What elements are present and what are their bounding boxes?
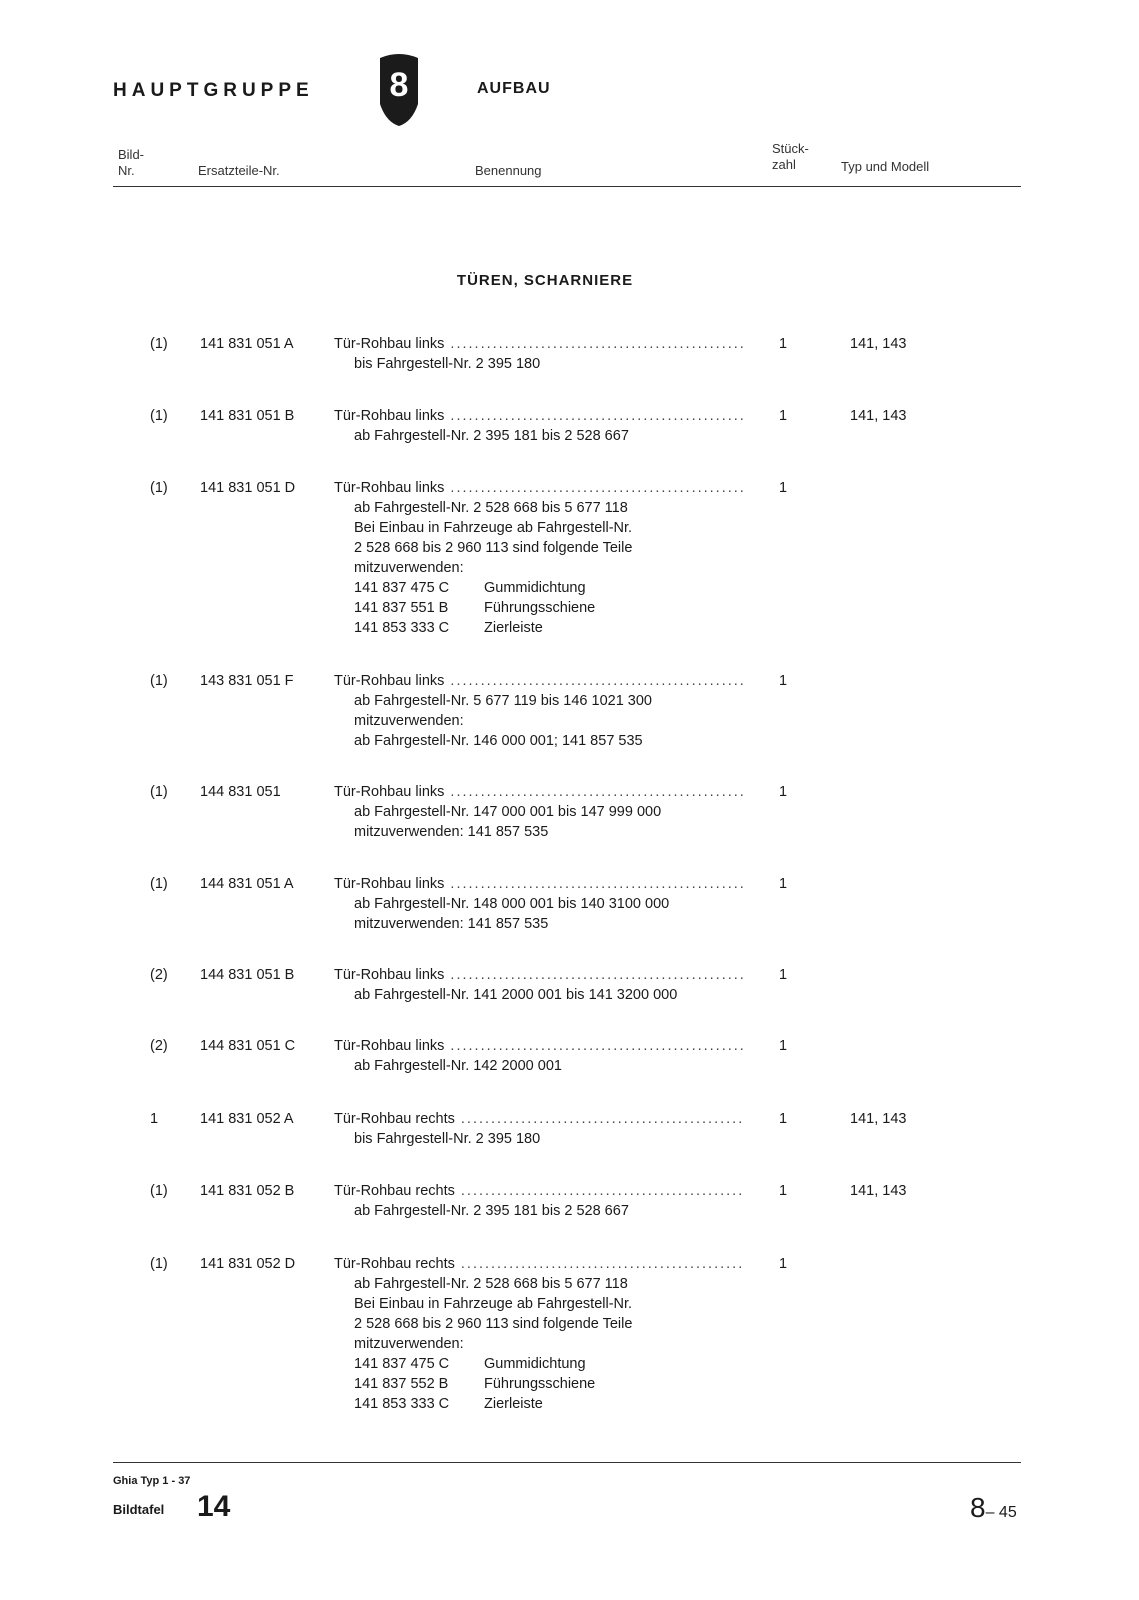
sub-part-name: Gummidichtung (484, 580, 586, 596)
description-title: Tür-Rohbau links (334, 1038, 445, 1054)
description-line: ab Fahrgestell-Nr. 147 000 001 bis 147 999 000 (354, 804, 662, 820)
description-line: ab Fahrgestell-Nr. 2 395 181 bis 2 528 667 (354, 1203, 629, 1219)
description-title: Tür-Rohbau links (334, 967, 445, 983)
sub-part-number: 141 837 552 B (354, 1376, 449, 1392)
bild-nr: (1) (150, 1183, 168, 1199)
description-title: Tür-Rohbau rechts (334, 1256, 455, 1272)
part-number: 143 831 051 F (200, 673, 294, 689)
description (334, 478, 744, 638)
type-model: 141, 143 (850, 1111, 907, 1127)
col-ersatz-header: Ersatzteile-Nr. (198, 163, 280, 178)
description-line: Bei Einbau in Fahrzeuge ab Fahrgestell-Nr. (354, 1296, 633, 1312)
col-bild-line1: Bild- (118, 147, 145, 162)
description-line: mitzuverwenden: (354, 1336, 464, 1352)
sub-part-name: Führungsschiene (484, 1376, 596, 1392)
description-title-line (334, 782, 744, 802)
sub-part-name: Führungsschiene (484, 600, 596, 616)
description-line: mitzuverwenden: (354, 713, 464, 729)
sub-part-number: 141 837 475 C (354, 1356, 450, 1372)
bild-nr: (1) (150, 480, 168, 496)
description-title-line (334, 406, 744, 426)
part-number: 141 831 052 B (200, 1183, 295, 1199)
bildtafel-number: 14 (197, 1490, 231, 1523)
col-stueck-line2: zahl (772, 157, 796, 172)
quantity: 1 (779, 1038, 788, 1054)
description (334, 334, 744, 374)
page-major: 8 (970, 1492, 986, 1523)
page-number (970, 1492, 1017, 1524)
description-title-line (334, 874, 744, 894)
description-title-line (334, 1254, 744, 1274)
description-line: 2 528 668 bis 2 960 113 sind folgende Teile (354, 1316, 633, 1332)
bild-nr: (2) (150, 967, 168, 983)
description-line: ab Fahrgestell-Nr. 141 2000 001 bis 141 3200 000 (354, 987, 678, 1003)
group-number: 8 (389, 66, 409, 104)
part-number: 141 831 051 D (200, 480, 296, 496)
quantity: 1 (779, 480, 788, 496)
footer-model: Ghia Typ 1 - 37 (113, 1475, 191, 1487)
hauptgruppe-label: HAUPTGRUPPE (113, 80, 314, 101)
description-title: Tür-Rohbau links (334, 336, 445, 352)
part-number: 144 831 051 C (200, 1038, 296, 1054)
description-line: ab Fahrgestell-Nr. 142 2000 001 (354, 1058, 562, 1074)
bildtafel-label: Bildtafel (113, 1502, 165, 1517)
leader-dots (461, 1254, 744, 1274)
description (334, 965, 744, 1005)
part-number: 141 831 052 A (200, 1111, 294, 1127)
col-typ-header: Typ und Modell (841, 159, 930, 174)
quantity: 1 (779, 967, 788, 983)
part-number: 141 831 051 B (200, 408, 295, 424)
type-model: 141, 143 (850, 408, 907, 424)
description-line: Bei Einbau in Fahrzeuge ab Fahrgestell-Nr. (354, 520, 633, 536)
leader-dots (461, 1181, 744, 1201)
bild-nr: (1) (150, 408, 168, 424)
sub-part-number: 141 853 333 C (354, 620, 450, 636)
sub-part-name: Gummidichtung (484, 1356, 586, 1372)
part-number: 141 831 052 D (200, 1256, 296, 1272)
leader-dots (450, 478, 744, 498)
header-divider (113, 186, 1021, 187)
quantity: 1 (779, 876, 788, 892)
quantity: 1 (779, 784, 788, 800)
page-minor: – 45 (985, 1504, 1017, 1521)
description (334, 874, 744, 934)
description-title: Tür-Rohbau links (334, 408, 445, 424)
sub-part-line (334, 1394, 744, 1414)
description-line: ab Fahrgestell-Nr. 146 000 001; 141 857 535 (354, 733, 643, 749)
description-line: ab Fahrgestell-Nr. 2 528 668 bis 5 677 118 (354, 1276, 628, 1292)
description-title-line (334, 334, 744, 354)
description-title-line (334, 1036, 744, 1056)
col-bild-line2: Nr. (118, 163, 135, 178)
sub-part-line (334, 578, 744, 598)
description-title: Tür-Rohbau links (334, 784, 445, 800)
description (334, 1036, 744, 1076)
description (334, 1109, 744, 1149)
type-model: 141, 143 (850, 336, 907, 352)
quantity: 1 (779, 408, 788, 424)
sub-part-name: Zierleiste (484, 1396, 543, 1412)
col-stueck-header (772, 141, 809, 173)
description-line: bis Fahrgestell-Nr. 2 395 180 (354, 356, 541, 372)
description-title-line (334, 671, 744, 691)
description (334, 1181, 744, 1221)
quantity: 1 (779, 673, 788, 689)
description (334, 782, 744, 842)
sub-part-line (334, 1354, 744, 1374)
description-title-line (334, 1181, 744, 1201)
sub-part-number: 141 853 333 C (354, 1396, 450, 1412)
sub-part-line (334, 598, 744, 618)
quantity: 1 (779, 1183, 788, 1199)
description-title: Tür-Rohbau links (334, 673, 445, 689)
description-line: 2 528 668 bis 2 960 113 sind folgende Teile (354, 540, 633, 556)
quantity: 1 (779, 1256, 788, 1272)
leader-dots (450, 334, 744, 354)
description (334, 671, 744, 751)
description-title: Tür-Rohbau rechts (334, 1183, 455, 1199)
bild-nr: (1) (150, 1256, 168, 1272)
leader-dots (450, 874, 744, 894)
quantity: 1 (779, 1111, 788, 1127)
sub-part-number: 141 837 551 B (354, 600, 449, 616)
group-number-badge (372, 52, 426, 126)
leader-dots (450, 965, 744, 985)
description-line: mitzuverwenden: (354, 560, 464, 576)
description-title: Tür-Rohbau rechts (334, 1111, 455, 1127)
description-line: mitzuverwenden: 141 857 535 (354, 916, 549, 932)
type-model: 141, 143 (850, 1183, 907, 1199)
leader-dots (450, 406, 744, 426)
quantity: 1 (779, 336, 788, 352)
description-line: mitzuverwenden: 141 857 535 (354, 824, 549, 840)
bild-nr: (2) (150, 1038, 168, 1054)
col-bild-header (118, 147, 144, 179)
description (334, 1254, 744, 1414)
part-number: 141 831 051 A (200, 336, 294, 352)
description-title-line (334, 1109, 744, 1129)
sub-part-line (334, 618, 744, 638)
bild-nr: (1) (150, 784, 168, 800)
part-number: 144 831 051 (200, 784, 281, 800)
bild-nr: (1) (150, 336, 168, 352)
description-title-line (334, 478, 744, 498)
col-benennung-header: Benennung (475, 163, 542, 178)
bild-nr: (1) (150, 876, 168, 892)
bild-nr: (1) (150, 673, 168, 689)
description-title: Tür-Rohbau links (334, 876, 445, 892)
group-name: AUFBAU (477, 80, 551, 97)
bild-nr: 1 (150, 1111, 159, 1127)
leader-dots (450, 1036, 744, 1056)
sub-part-name: Zierleiste (484, 620, 543, 636)
part-number: 144 831 051 A (200, 876, 294, 892)
description-line: ab Fahrgestell-Nr. 148 000 001 bis 140 3100 000 (354, 896, 670, 912)
footer-divider (113, 1462, 1021, 1463)
sub-part-number: 141 837 475 C (354, 580, 450, 596)
description-line: ab Fahrgestell-Nr. 5 677 119 bis 146 1021 300 (354, 693, 652, 709)
part-number: 144 831 051 B (200, 967, 295, 983)
sub-part-line (334, 1374, 744, 1394)
description-line: ab Fahrgestell-Nr. 2 395 181 bis 2 528 667 (354, 428, 629, 444)
description (334, 406, 744, 446)
description-title-line (334, 965, 744, 985)
description-title: Tür-Rohbau links (334, 480, 445, 496)
leader-dots (461, 1109, 744, 1129)
description-line: bis Fahrgestell-Nr. 2 395 180 (354, 1131, 541, 1147)
description-line: ab Fahrgestell-Nr. 2 528 668 bis 5 677 118 (354, 500, 628, 516)
leader-dots (450, 671, 744, 691)
leader-dots (450, 782, 744, 802)
section-title: TÜREN, SCHARNIERE (456, 272, 634, 289)
col-stueck-line1: Stück- (772, 141, 809, 156)
